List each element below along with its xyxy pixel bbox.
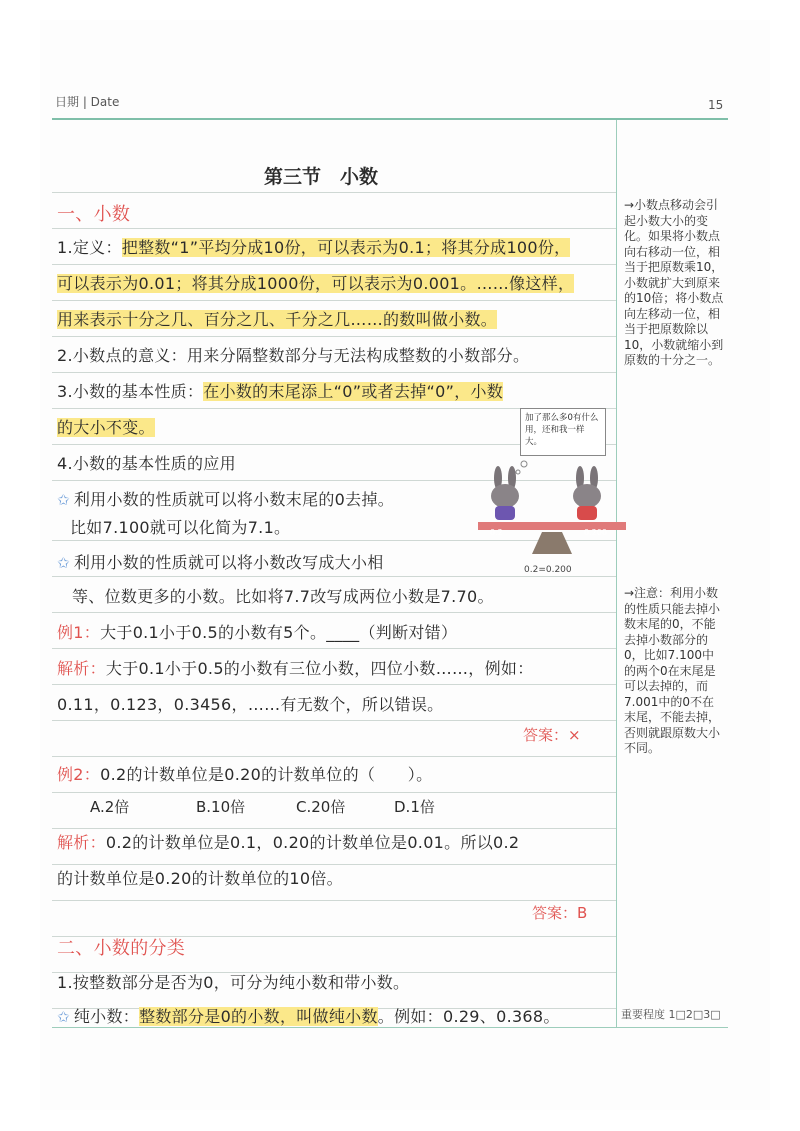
bunny-head (491, 484, 519, 508)
example-text: 0.2的计数单位是0.20的计数单位的（ ）。 (100, 765, 433, 784)
analysis-line: 的计数单位是0.20的计数单位的10倍。 (57, 869, 343, 888)
highlight-text: 可以表示为0.01；将其分成1000份，可以表示为0.001。……像这样， (57, 274, 575, 293)
apply-heading: 4.小数的基本性质的应用 (57, 454, 236, 473)
star-icon: ✩ (57, 554, 70, 572)
example-label: 例2： (57, 765, 101, 784)
highlight-text: 把整数“1”平均分成10份，可以表示为0.1；将其分成100份， (121, 238, 571, 257)
ruled-line (52, 828, 616, 829)
analysis-label: 解析： (57, 833, 106, 852)
ruled-line (52, 228, 616, 229)
page-title: 第三节 小数 (264, 166, 379, 188)
scale-caption: 0.2=0.200 (524, 565, 572, 575)
apply-item (57, 487, 394, 510)
option-a: A.2倍 (90, 798, 130, 816)
property-prefix: 3.小数的基本性质： (57, 382, 204, 401)
apply-example: 比如7.100就可以化简为7.1。 (70, 518, 291, 537)
analysis-label: 解析： (57, 659, 106, 678)
right-value: 0.200 (584, 528, 607, 537)
ruled-line (52, 864, 616, 865)
star-icon: ✩ (57, 1008, 70, 1026)
highlight-text: 用来表示十分之几、百分之几、千分之几……的数叫做小数。 (57, 310, 498, 329)
thought-dot (521, 461, 527, 467)
option-c: C.20倍 (296, 798, 346, 816)
definition-line (57, 307, 497, 330)
point-meaning-line: 2.小数点的意义：用来分隔整数部分与无法构成整数的小数部分。 (57, 346, 530, 365)
ruled-line (52, 264, 616, 265)
ruled-line (52, 192, 616, 193)
page-number: 15 (708, 98, 724, 112)
ruled-line (52, 684, 616, 685)
pure-prefix: 纯小数： (73, 1007, 140, 1026)
footer-rule (52, 1027, 728, 1028)
option-b: B.10倍 (196, 798, 246, 816)
ruled-line (52, 576, 616, 577)
analysis-line (57, 830, 519, 853)
property-line (57, 415, 155, 438)
answer-label: 答案：× (523, 726, 581, 744)
ruled-line (52, 648, 616, 649)
bunny-scale-illustration (476, 456, 630, 576)
example-text: 大于0.1小于0.5的小数有5个。____（判断对错） (100, 623, 458, 642)
importance-rating: 重要程度 1□2□3□ (621, 1008, 721, 1021)
definition-prefix: 1.定义： (57, 238, 122, 257)
scale-fulcrum (532, 532, 572, 554)
left-value: 0.2 (490, 528, 503, 537)
highlight-text: 的大小不变。 (57, 418, 155, 437)
pure-suffix: 。例如：0.29、0.368。 (377, 1007, 560, 1026)
highlight-text: 在小数的末尾添上“0”或者去掉“0”，小数 (203, 382, 504, 401)
ruled-line (52, 300, 616, 301)
speech-bubble: 加了那么多0有什么用，还和我一样大。 (520, 408, 606, 456)
star-icon: ✩ (57, 491, 70, 509)
option-d: D.1倍 (394, 798, 435, 816)
apply-text-cont: 等、位数更多的小数。比如将7.7改写成两位小数是7.70。 (72, 587, 494, 606)
highlight-text: 整数部分是0的小数，叫做纯小数 (139, 1007, 378, 1026)
analysis-text: 0.2的计数单位是0.1，0.20的计数单位是0.01。所以0.2 (105, 833, 520, 852)
answer-label: 答案：B (532, 904, 588, 922)
analysis-text: 大于0.1小于0.5的小数有三位小数，四位小数……，例如： (105, 659, 534, 678)
example-1 (57, 620, 457, 643)
thought-dot (516, 470, 520, 474)
side-note: →小数点移动会引起小数大小的变化。如果将小数点向右移动一位，相当于把原数乘10，小数就扩大到原来的10倍；将小数点向左移动一位，相当于把原数除以10，小数就缩小到原数的十分之一。 (624, 198, 724, 367)
ruled-line (52, 792, 616, 793)
date-label: 日期 | Date (55, 95, 120, 109)
section-heading: 一、小数 (57, 204, 131, 225)
definition-line (57, 235, 570, 258)
side-note: →注意：利用小数的性质只能去掉小数末尾的0，不能去掉小数部分的0，比如7.100中的两个0在末尾是可以去掉的，而7.001中的0不在末尾，不能去掉，否则就跟原数大小不同。 (624, 586, 721, 755)
pure-decimal-line (57, 1004, 560, 1027)
bunny-head (573, 484, 601, 508)
analysis-line: 0.11，0.123，0.3456，……有无数个，所以错误。 (57, 695, 444, 714)
ruled-line (52, 612, 616, 613)
example-2 (57, 762, 432, 785)
property-line (57, 379, 503, 402)
section-heading: 二、小数的分类 (57, 938, 186, 959)
bunny-body (577, 506, 597, 520)
ruled-line (52, 372, 616, 373)
analysis-line (57, 656, 534, 679)
classify-line: 1.按整数部分是否为0，可分为纯小数和带小数。 (57, 973, 410, 992)
apply-text: 利用小数的性质就可以将小数改写成大小相 (73, 553, 384, 572)
header-rule (52, 118, 728, 120)
apply-text: 利用小数的性质就可以将小数末尾的0去掉。 (73, 490, 395, 509)
bunny-body (495, 506, 515, 520)
apply-item (57, 550, 384, 573)
ruled-line (52, 900, 616, 901)
ruled-line (52, 336, 616, 337)
definition-line (57, 271, 574, 294)
ruled-line (52, 720, 616, 721)
example-label: 例1： (57, 623, 101, 642)
ruled-line (52, 756, 616, 757)
